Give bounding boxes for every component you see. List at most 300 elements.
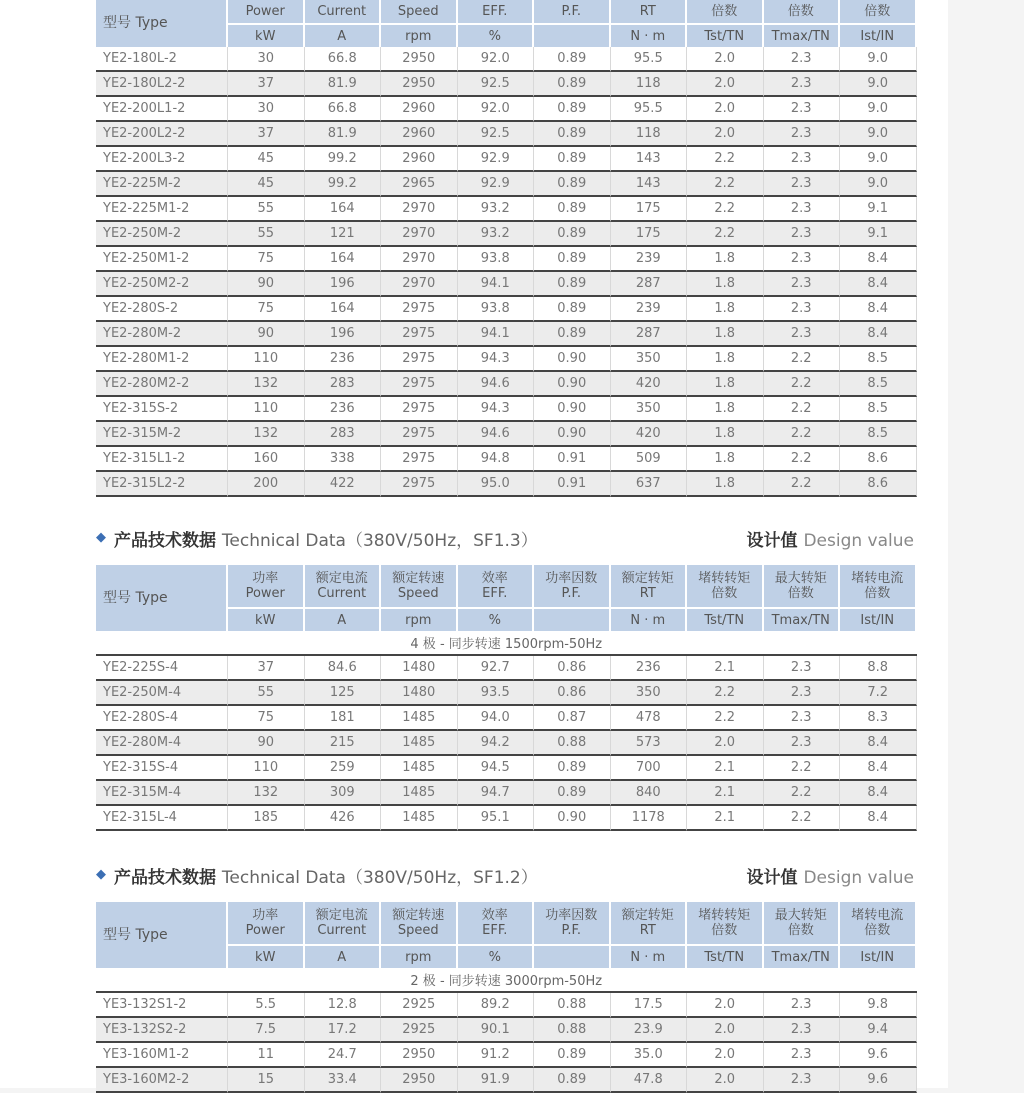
model-cell: YE3-132S1-2 <box>96 993 228 1018</box>
value-cell-tmax: 2.3 <box>764 97 841 122</box>
value-cell-tst: 1.8 <box>687 272 764 297</box>
value-cell-pf: 0.89 <box>534 272 611 297</box>
col-header-pf <box>534 565 611 607</box>
design-zh: 设计值 <box>746 868 798 888</box>
value-cell-speed: 1485 <box>381 731 458 756</box>
value-cell-rt: 287 <box>611 322 688 347</box>
value-cell-speed: 2975 <box>381 397 458 422</box>
value-cell-power: 75 <box>228 247 305 272</box>
value-cell-eff: 92.0 <box>458 47 535 72</box>
value-cell-ist: 9.0 <box>840 47 917 72</box>
col-header-tmax: 倍数 <box>764 0 841 23</box>
value-cell-tst: 1.8 <box>687 422 764 447</box>
table-row <box>96 731 917 756</box>
value-cell-tst: 1.8 <box>687 372 764 397</box>
col-header-zh: 堵转电流 <box>851 571 904 586</box>
unit-rt: N · m <box>611 23 688 47</box>
speed-band-row <box>96 968 917 993</box>
col-header-en: 倍数 <box>711 586 738 601</box>
value-cell-rt: 47.8 <box>611 1068 688 1093</box>
value-cell-ist: 9.8 <box>840 993 917 1018</box>
value-cell-tmax: 2.3 <box>764 1043 841 1068</box>
col-header-ist <box>840 565 917 607</box>
table-row <box>96 122 917 147</box>
col-header-zh: 额定电流 <box>315 571 368 586</box>
value-cell-current: 215 <box>305 731 382 756</box>
col-header-zh: 效率 <box>481 571 508 586</box>
value-cell-speed: 2960 <box>381 122 458 147</box>
col-header-en: EFF. <box>482 923 508 938</box>
model-cell: YE2-200L1-2 <box>96 97 228 122</box>
value-cell-speed: 1485 <box>381 756 458 781</box>
col-header-tst: 倍数 <box>687 0 764 23</box>
col-header-en: 倍数 <box>787 586 814 601</box>
col-header-zh: 功率 <box>252 571 279 586</box>
value-cell-speed: 2950 <box>381 1068 458 1093</box>
table-row <box>96 656 917 681</box>
model-cell: YE2-250M-2 <box>96 222 228 247</box>
model-cell: YE2-315S-4 <box>96 756 228 781</box>
diamond-bullet-icon: ◆ <box>96 867 106 882</box>
table-row <box>96 806 917 831</box>
value-cell-speed: 2960 <box>381 97 458 122</box>
value-cell-tst: 2.0 <box>687 1068 764 1093</box>
value-cell-rt: 350 <box>611 397 688 422</box>
value-cell-tmax: 2.3 <box>764 706 841 731</box>
value-cell-speed: 2970 <box>381 247 458 272</box>
value-cell-current: 12.8 <box>305 993 382 1018</box>
table-row <box>96 47 917 72</box>
table-row <box>96 1043 917 1068</box>
value-cell-power: 90 <box>228 272 305 297</box>
value-cell-rt: 350 <box>611 681 688 706</box>
model-cell: YE2-280M-4 <box>96 731 228 756</box>
col-header-ist: 倍数 <box>840 0 917 23</box>
col-header-zh: 额定转矩 <box>621 908 674 923</box>
value-cell-rt: 700 <box>611 756 688 781</box>
value-cell-speed: 2950 <box>381 1043 458 1068</box>
value-cell-ist: 8.4 <box>840 322 917 347</box>
value-cell-tst: 2.0 <box>687 731 764 756</box>
value-cell-pf: 0.91 <box>534 472 611 497</box>
unit-eff: % <box>458 23 535 47</box>
unit-ist: Ist/IN <box>840 23 917 47</box>
value-cell-ist: 9.1 <box>840 197 917 222</box>
value-cell-eff: 94.7 <box>458 781 535 806</box>
value-cell-eff: 94.2 <box>458 731 535 756</box>
model-cell: YE3-160M1-2 <box>96 1043 228 1068</box>
value-cell-ist: 8.5 <box>840 347 917 372</box>
model-cell: YE2-280S-2 <box>96 297 228 322</box>
table-row <box>96 297 917 322</box>
col-header-zh: 额定转速 <box>392 571 445 586</box>
value-cell-speed: 2925 <box>381 993 458 1018</box>
value-cell-pf: 0.90 <box>534 422 611 447</box>
value-cell-rt: 143 <box>611 147 688 172</box>
value-cell-tst: 2.0 <box>687 47 764 72</box>
value-cell-current: 236 <box>305 397 382 422</box>
value-cell-pf: 0.89 <box>534 297 611 322</box>
value-cell-current: 283 <box>305 422 382 447</box>
value-cell-ist: 8.6 <box>840 472 917 497</box>
value-cell-eff: 94.1 <box>458 322 535 347</box>
col-header-power: Power <box>228 0 305 23</box>
value-cell-power: 37 <box>228 122 305 147</box>
value-cell-pf: 0.90 <box>534 372 611 397</box>
col-header-eff <box>458 902 535 944</box>
value-cell-power: 55 <box>228 681 305 706</box>
table-row <box>96 247 917 272</box>
value-cell-tmax: 2.2 <box>764 397 841 422</box>
value-cell-tst: 2.1 <box>687 806 764 831</box>
value-cell-eff: 92.9 <box>458 147 535 172</box>
value-cell-power: 37 <box>228 656 305 681</box>
value-cell-ist: 8.5 <box>840 422 917 447</box>
value-cell-ist: 8.8 <box>840 656 917 681</box>
value-cell-tst: 1.8 <box>687 247 764 272</box>
value-cell-speed: 2950 <box>381 47 458 72</box>
value-cell-current: 283 <box>305 372 382 397</box>
value-cell-eff: 90.1 <box>458 1018 535 1043</box>
value-cell-ist: 9.6 <box>840 1068 917 1093</box>
table-row <box>96 781 917 806</box>
unit-rt: N · m <box>611 944 688 968</box>
model-cell: YE2-315L1-2 <box>96 447 228 472</box>
value-cell-speed: 2975 <box>381 322 458 347</box>
value-cell-power: 7.5 <box>228 1018 305 1043</box>
value-cell-tmax: 2.2 <box>764 422 841 447</box>
value-cell-rt: 420 <box>611 422 688 447</box>
value-cell-current: 24.7 <box>305 1043 382 1068</box>
value-cell-current: 99.2 <box>305 147 382 172</box>
value-cell-rt: 239 <box>611 247 688 272</box>
col-header-power <box>228 902 305 944</box>
col-header-eff: EFF. <box>458 0 535 23</box>
value-cell-power: 160 <box>228 447 305 472</box>
value-cell-ist: 8.4 <box>840 272 917 297</box>
value-cell-pf: 0.89 <box>534 97 611 122</box>
value-cell-current: 33.4 <box>305 1068 382 1093</box>
unit-rt: N · m <box>611 607 688 631</box>
value-cell-power: 55 <box>228 222 305 247</box>
section-heading <box>96 522 916 552</box>
value-cell-eff: 94.6 <box>458 422 535 447</box>
value-cell-ist: 9.6 <box>840 1043 917 1068</box>
col-header-en: 倍数 <box>787 923 814 938</box>
model-cell: YE2-280M1-2 <box>96 347 228 372</box>
value-cell-eff: 94.0 <box>458 706 535 731</box>
value-cell-power: 11 <box>228 1043 305 1068</box>
table-row <box>96 197 917 222</box>
value-cell-tst: 2.2 <box>687 706 764 731</box>
value-cell-power: 90 <box>228 322 305 347</box>
value-cell-pf: 0.89 <box>534 172 611 197</box>
spec-table-1 <box>96 0 917 497</box>
value-cell-eff: 95.1 <box>458 806 535 831</box>
value-cell-power: 90 <box>228 731 305 756</box>
design-en: Design value <box>803 868 914 888</box>
value-cell-power: 132 <box>228 422 305 447</box>
value-cell-power: 30 <box>228 47 305 72</box>
col-header-zh: 功率因数 <box>545 908 598 923</box>
value-cell-eff: 94.5 <box>458 756 535 781</box>
value-cell-tst: 2.2 <box>687 172 764 197</box>
value-cell-power: 55 <box>228 197 305 222</box>
value-cell-power: 185 <box>228 806 305 831</box>
spec-table-2 <box>96 565 917 831</box>
value-cell-tmax: 2.3 <box>764 322 841 347</box>
value-cell-tmax: 2.3 <box>764 172 841 197</box>
table-row <box>96 681 917 706</box>
unit-power: kW <box>228 607 305 631</box>
table-row <box>96 472 917 497</box>
unit-current: A <box>305 607 382 631</box>
value-cell-current: 259 <box>305 756 382 781</box>
value-cell-eff: 94.3 <box>458 347 535 372</box>
value-cell-pf: 0.86 <box>534 681 611 706</box>
model-cell: YE2-315L-4 <box>96 806 228 831</box>
value-cell-rt: 118 <box>611 122 688 147</box>
model-cell: YE2-225S-4 <box>96 656 228 681</box>
value-cell-speed: 1480 <box>381 681 458 706</box>
value-cell-speed: 2975 <box>381 347 458 372</box>
value-cell-pf: 0.90 <box>534 806 611 831</box>
col-header-tmax <box>764 565 841 607</box>
table-row <box>96 372 917 397</box>
value-cell-pf: 0.86 <box>534 656 611 681</box>
model-cell: YE2-200L2-2 <box>96 122 228 147</box>
value-cell-power: 200 <box>228 472 305 497</box>
value-cell-ist: 8.6 <box>840 447 917 472</box>
table-row <box>96 272 917 297</box>
value-cell-tmax: 2.3 <box>764 197 841 222</box>
table-row <box>96 347 917 372</box>
col-header-zh: 额定转速 <box>392 908 445 923</box>
heading-zh: 产品技术数据 <box>114 868 216 888</box>
value-cell-rt: 1178 <box>611 806 688 831</box>
value-cell-tmax: 2.3 <box>764 297 841 322</box>
value-cell-power: 45 <box>228 172 305 197</box>
value-cell-ist: 8.4 <box>840 297 917 322</box>
table-row <box>96 422 917 447</box>
value-cell-power: 30 <box>228 97 305 122</box>
value-cell-current: 309 <box>305 781 382 806</box>
col-header-zh: 堵转转矩 <box>698 908 751 923</box>
value-cell-power: 132 <box>228 372 305 397</box>
value-cell-tst: 2.1 <box>687 756 764 781</box>
unit-speed: rpm <box>381 23 458 47</box>
section-heading <box>96 859 916 889</box>
value-cell-eff: 91.9 <box>458 1068 535 1093</box>
value-cell-tst: 2.0 <box>687 1043 764 1068</box>
table-row <box>96 1018 917 1043</box>
value-cell-eff: 95.0 <box>458 472 535 497</box>
value-cell-tmax: 2.2 <box>764 781 841 806</box>
table-row <box>96 706 917 731</box>
spec-table-3 <box>96 902 917 1093</box>
model-cell: YE3-132S2-2 <box>96 1018 228 1043</box>
col-header-en: Current <box>317 923 367 938</box>
model-cell: YE3-160M2-2 <box>96 1068 228 1093</box>
unit-ist: Ist/IN <box>840 944 917 968</box>
model-cell: YE2-315M-4 <box>96 781 228 806</box>
value-cell-tst: 1.8 <box>687 322 764 347</box>
design-en: Design value <box>803 531 914 551</box>
value-cell-current: 236 <box>305 347 382 372</box>
col-header-speed <box>381 565 458 607</box>
model-cell: YE2-315M-2 <box>96 422 228 447</box>
value-cell-rt: 637 <box>611 472 688 497</box>
value-cell-pf: 0.87 <box>534 706 611 731</box>
value-cell-power: 15 <box>228 1068 305 1093</box>
speed-band-label: 2 极 - 同步转速 3000rpm-50Hz <box>96 968 917 993</box>
value-cell-ist: 8.4 <box>840 756 917 781</box>
type-header: 型号 Type <box>96 902 228 968</box>
col-header-zh: 额定转矩 <box>621 571 674 586</box>
value-cell-ist: 9.1 <box>840 222 917 247</box>
value-cell-tmax: 2.3 <box>764 272 841 297</box>
unit-pf <box>534 607 611 631</box>
unit-power: kW <box>228 23 305 47</box>
value-cell-pf: 0.89 <box>534 247 611 272</box>
value-cell-pf: 0.88 <box>534 993 611 1018</box>
unit-pf <box>534 944 611 968</box>
value-cell-rt: 95.5 <box>611 97 688 122</box>
value-cell-tmax: 2.3 <box>764 681 841 706</box>
value-cell-tst: 2.0 <box>687 1018 764 1043</box>
value-cell-pf: 0.89 <box>534 756 611 781</box>
col-header-en: Current <box>317 586 367 601</box>
value-cell-rt: 350 <box>611 347 688 372</box>
value-cell-tmax: 2.3 <box>764 72 841 97</box>
unit-speed: rpm <box>381 607 458 631</box>
value-cell-ist: 7.2 <box>840 681 917 706</box>
col-header-tst <box>687 902 764 944</box>
unit-tst: Tst/TN <box>687 944 764 968</box>
value-cell-tst: 2.0 <box>687 993 764 1018</box>
value-cell-eff: 94.1 <box>458 272 535 297</box>
value-cell-tmax: 2.3 <box>764 247 841 272</box>
value-cell-current: 164 <box>305 247 382 272</box>
value-cell-eff: 94.6 <box>458 372 535 397</box>
value-cell-pf: 0.89 <box>534 222 611 247</box>
design-zh: 设计值 <box>746 531 798 551</box>
model-cell: YE2-180L-2 <box>96 47 228 72</box>
model-cell: YE2-315S-2 <box>96 397 228 422</box>
value-cell-pf: 0.89 <box>534 1043 611 1068</box>
model-cell: YE2-280S-4 <box>96 706 228 731</box>
unit-ist: Ist/IN <box>840 607 917 631</box>
value-cell-ist: 9.0 <box>840 72 917 97</box>
value-cell-tst: 2.0 <box>687 97 764 122</box>
value-cell-pf: 0.89 <box>534 47 611 72</box>
value-cell-tmax: 2.2 <box>764 372 841 397</box>
value-cell-pf: 0.89 <box>534 197 611 222</box>
value-cell-ist: 9.0 <box>840 147 917 172</box>
col-header-eff <box>458 565 535 607</box>
table-row <box>96 397 917 422</box>
speed-band-row <box>96 631 917 656</box>
model-cell: YE2-280M-2 <box>96 322 228 347</box>
value-cell-eff: 94.3 <box>458 397 535 422</box>
col-header-pf: P.F. <box>534 0 611 23</box>
value-cell-power: 132 <box>228 781 305 806</box>
col-header-zh: 堵转转矩 <box>698 571 751 586</box>
value-cell-eff: 89.2 <box>458 993 535 1018</box>
value-cell-tmax: 2.3 <box>764 222 841 247</box>
value-cell-power: 37 <box>228 72 305 97</box>
value-cell-current: 164 <box>305 197 382 222</box>
value-cell-power: 110 <box>228 347 305 372</box>
col-header-en: Speed <box>397 586 439 601</box>
col-header-zh: 功率 <box>252 908 279 923</box>
value-cell-current: 66.8 <box>305 97 382 122</box>
value-cell-speed: 2925 <box>381 1018 458 1043</box>
value-cell-eff: 92.7 <box>458 656 535 681</box>
value-cell-speed: 1485 <box>381 806 458 831</box>
value-cell-power: 75 <box>228 706 305 731</box>
value-cell-speed: 2965 <box>381 172 458 197</box>
model-cell: YE2-180L2-2 <box>96 72 228 97</box>
value-cell-ist: 8.4 <box>840 731 917 756</box>
table-row <box>96 322 917 347</box>
value-cell-current: 426 <box>305 806 382 831</box>
value-cell-rt: 573 <box>611 731 688 756</box>
value-cell-pf: 0.89 <box>534 322 611 347</box>
value-cell-tmax: 2.3 <box>764 147 841 172</box>
value-cell-tst: 2.2 <box>687 147 764 172</box>
table-row <box>96 222 917 247</box>
col-header-zh: 堵转电流 <box>851 908 904 923</box>
value-cell-tmax: 2.3 <box>764 122 841 147</box>
value-cell-speed: 2975 <box>381 422 458 447</box>
col-header-rt <box>611 902 688 944</box>
diamond-bullet-icon: ◆ <box>96 530 106 545</box>
unit-eff: % <box>458 944 535 968</box>
col-header-speed <box>381 902 458 944</box>
value-cell-speed: 2970 <box>381 222 458 247</box>
value-cell-tst: 2.2 <box>687 681 764 706</box>
value-cell-power: 45 <box>228 147 305 172</box>
value-cell-tmax: 2.2 <box>764 447 841 472</box>
model-cell: YE2-250M2-2 <box>96 272 228 297</box>
value-cell-rt: 236 <box>611 656 688 681</box>
value-cell-pf: 0.89 <box>534 122 611 147</box>
col-header-ist <box>840 902 917 944</box>
col-header-en: 倍数 <box>711 923 738 938</box>
model-cell: YE2-250M1-2 <box>96 247 228 272</box>
value-cell-tst: 2.2 <box>687 222 764 247</box>
value-cell-pf: 0.89 <box>534 781 611 806</box>
value-cell-eff: 92.0 <box>458 97 535 122</box>
col-header-en: RT <box>639 923 656 938</box>
value-cell-ist: 8.5 <box>840 397 917 422</box>
value-cell-current: 66.8 <box>305 47 382 72</box>
heading-en: Technical Data（380V/50Hz，SF1.2） <box>221 868 538 888</box>
value-cell-speed: 2975 <box>381 472 458 497</box>
value-cell-ist: 8.4 <box>840 781 917 806</box>
value-cell-rt: 118 <box>611 72 688 97</box>
value-cell-tst: 1.8 <box>687 297 764 322</box>
heading-zh: 产品技术数据 <box>114 531 216 551</box>
value-cell-power: 110 <box>228 756 305 781</box>
unit-pf <box>534 23 611 47</box>
model-cell: YE2-280M2-2 <box>96 372 228 397</box>
value-cell-tmax: 2.3 <box>764 1068 841 1093</box>
value-cell-speed: 1485 <box>381 706 458 731</box>
col-header-current <box>305 902 382 944</box>
col-header-en: P.F. <box>561 586 581 601</box>
